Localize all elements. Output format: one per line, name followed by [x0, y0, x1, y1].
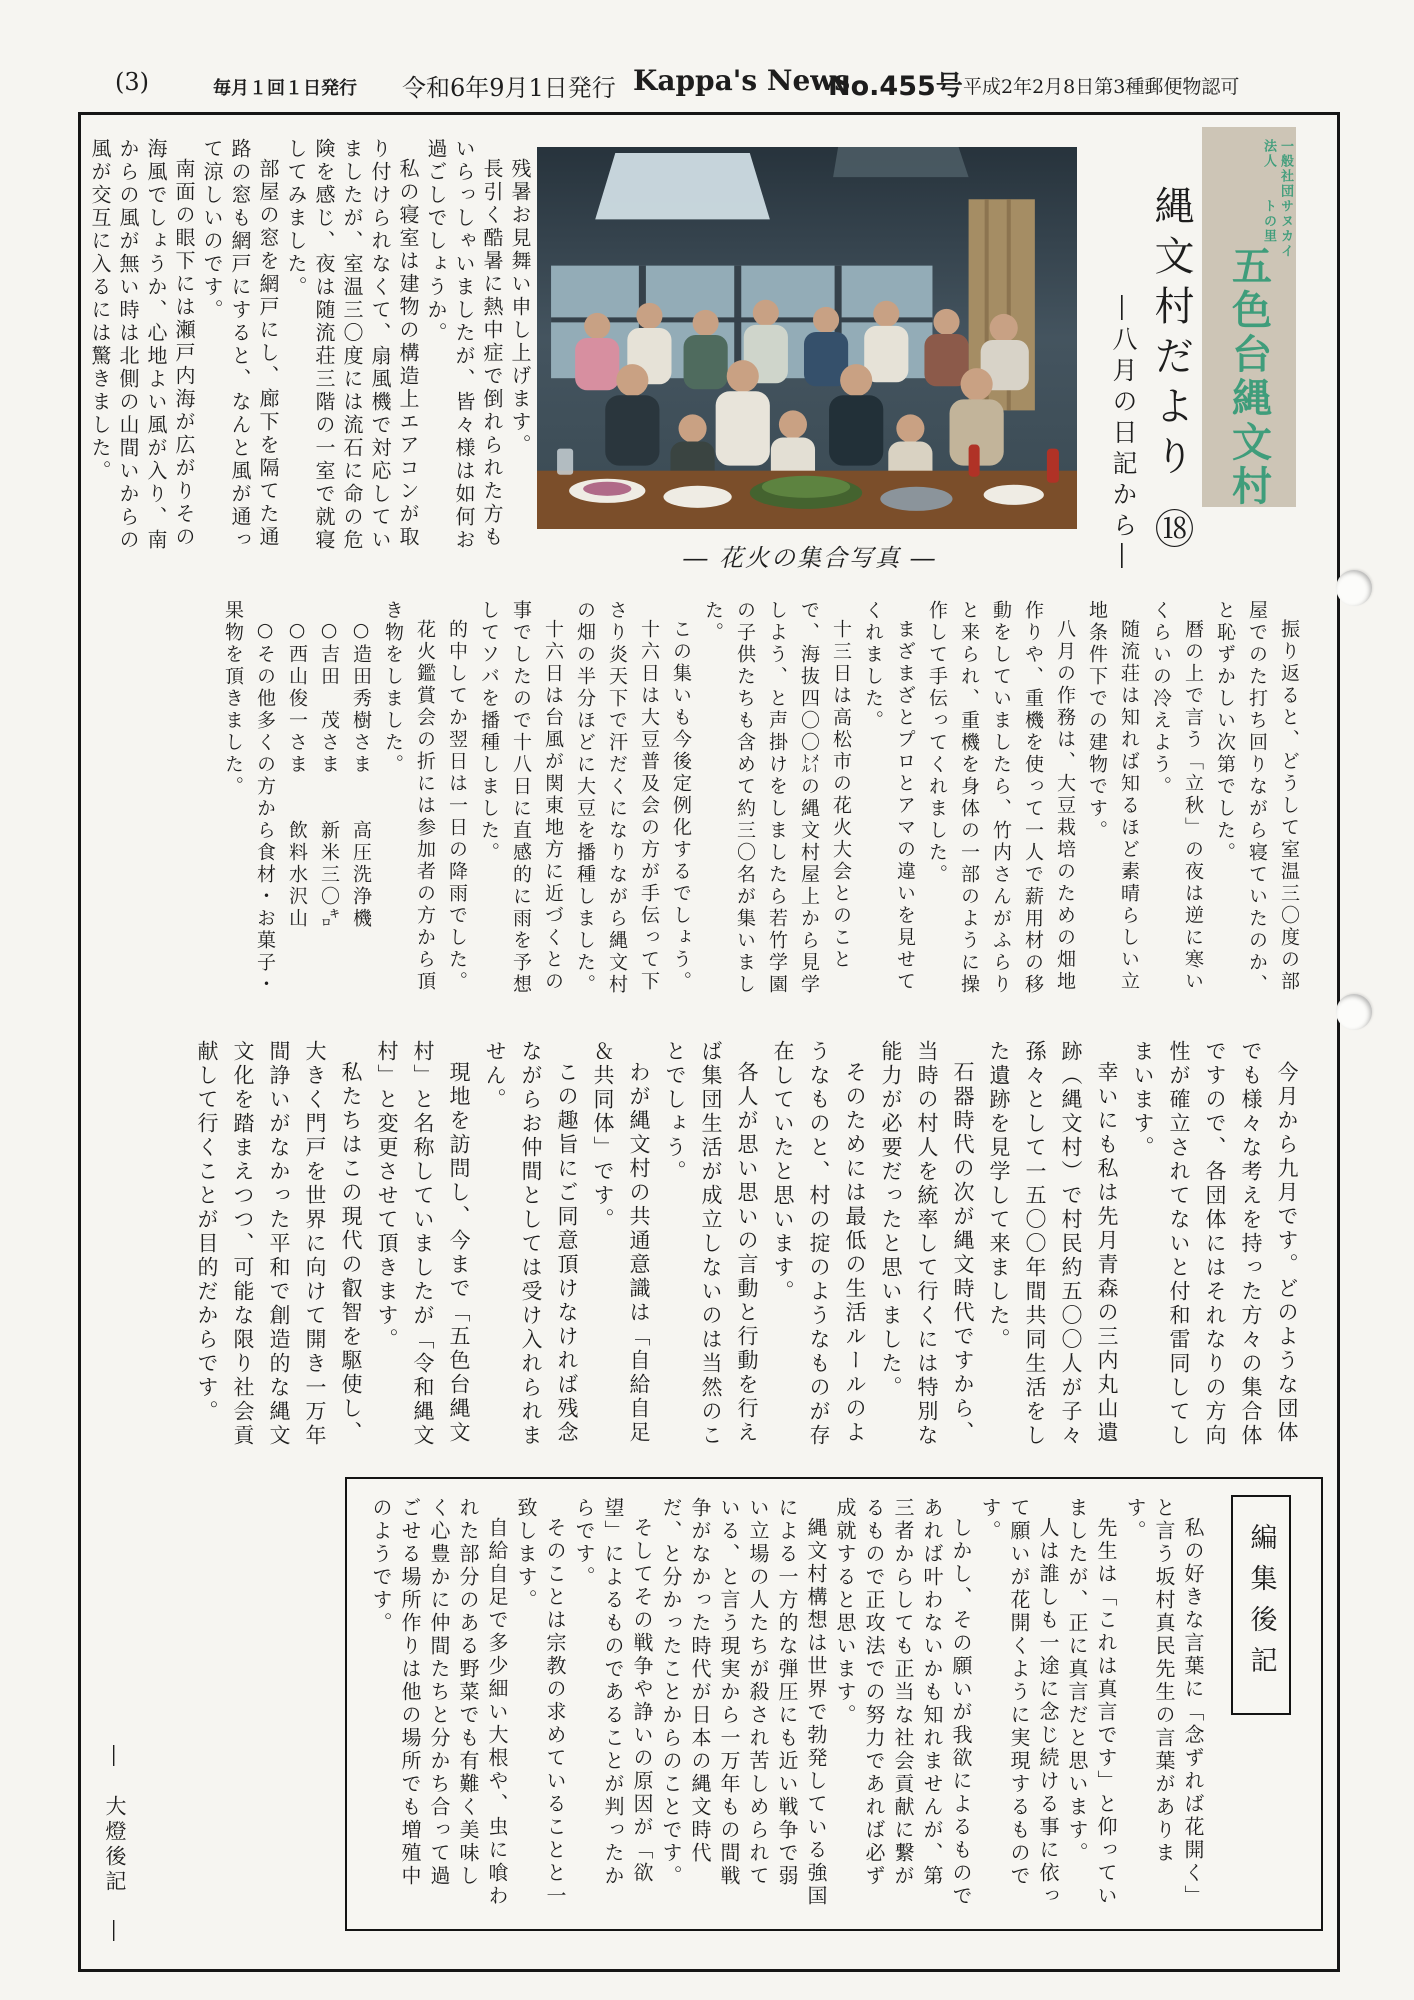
paragraph: そのことは宗教の求めていることと一致します。: [514, 1497, 567, 1908]
paragraph: 縄文村構想は世界で勃発している強国による一方的な弾圧にも近い戦争で弱い立場の人たちが殺され苦しめられている、と言う現実から一万年もの間戦争がなかった時代が日本の縄文時代だ、と分かったことからのことです。: [659, 1497, 828, 1908]
paragraph: 八月の作務は、大豆栽培のための畑地作りや、重機を使って一人で薪用材の移動をしていましたら、竹内さんがふらりと来られ、重機を身体の一部のように操作して手伝ってくれました。: [926, 600, 1076, 996]
editor-note-box: [345, 1477, 1323, 1931]
paragraph: 部屋の窓を網戸にし、廊下を隔てた通路の窓も網戸にすると、なんと風が通って涼しいのです。: [200, 138, 280, 552]
paragraph: ○吉田 茂さま 新米三〇㌔: [318, 619, 340, 930]
editor-note-title: 編集後記: [1231, 1495, 1291, 1715]
page-number: (3): [115, 68, 149, 96]
paragraph: 私の好きな言葉に「念ずれば花開く」と言う坂村真民先生の言葉があります。: [1123, 1497, 1205, 1908]
issue-number: No.455号: [828, 71, 963, 102]
publication-date: 令和6年9月1日発行: [402, 74, 616, 102]
paragraph: 石器時代の次が縄文時代ですから、当時の村人を統率して行くには特別な能力が必要だったと思いました。: [879, 1040, 975, 1448]
paragraph: 幸いにも私は先月青森の三内丸山遺跡（縄文村）で村民約五〇〇人が子々孫々として一五〇〇年間共同生活をした遺跡を見学して来ました。: [987, 1040, 1119, 1448]
org-name: 五色台縄文村: [1225, 245, 1272, 509]
paragraph: 人は誰しも一途に念じ続ける事に依って願いが花開くように実現するものです。: [978, 1497, 1060, 1908]
paragraph: 南面の眼下には瀬戸内海が広がりその海風でしょうか、心地よい風が入り、南からの風が無い時は北側の山間いからの風が交互に入るには驚きました。: [88, 138, 196, 552]
paragraph: 自給自足で多少細い大根や、虫に喰われた部分のある野菜でも有難く美味しく心豊かに仲間たちと分かち合って過ごせる場所作りは他の場所でも増殖中のようです。: [369, 1497, 509, 1908]
village-section: [133, 1040, 1305, 1465]
paragraph: わが縄文村の共通意識は「自給自足＆共同体」です。: [591, 1040, 651, 1445]
group-photo: [537, 147, 1077, 529]
paragraph: 十六日は台風が関東地方に近づくとの事でしたので十八日に直感的に雨を予想してソバを播種しました。: [478, 600, 564, 996]
paragraph: そのためには最低の生活ルールのようなものと、村の掟のようなものが存在していたと思います。: [771, 1040, 867, 1448]
paragraph: 花火鑑賞会の折には参加者の方から頂き物をしました。: [382, 600, 436, 993]
paragraph: 私たちはこの現代の叡智を駆使し、大きく門戸を世界に向けて開き一万年間諍いがなかった平和で創造的な縄文文化を踏まえつつ、可能な限り社会貢献して行くことが目的だからです。: [195, 1040, 363, 1448]
paragraph: この趣旨にご同意頂けなければ残念ながらお仲間としては受け入れられません。: [483, 1040, 579, 1448]
newsletter-name: Kappa's News: [633, 64, 851, 97]
paragraph: ○西山俊一さま 飲料水沢山: [286, 619, 308, 930]
paragraph: 残暑お見舞い申し上げます。: [508, 158, 532, 457]
author-signature: ― 大燈後記 ―: [103, 1745, 127, 1945]
paragraph: 先生は「これは真言です」と仰っていましたが、正に真言だと思います。: [1065, 1497, 1118, 1908]
postal-approval: 平成2年2月8日第3種郵便物認可: [963, 76, 1240, 98]
group-photo-illustration: [537, 147, 1077, 529]
photo-caption: ― 花火の集合写真 ―: [683, 544, 937, 572]
editor-note-body: [359, 1497, 1207, 1909]
paragraph: しかし、その願いが我欲によるものであれば叶わないかも知れませんが、第三者からしても正当な社会貢献に繋がるもので正攻法での努力であれば必ず成就すると思います。: [833, 1497, 973, 1908]
org-type: 一般社団法人: [1261, 139, 1293, 199]
punch-hole: [1336, 570, 1372, 606]
issue-frequency: 毎月１回１日発行: [213, 78, 357, 99]
paragraph: 十三日は高松市の花火大会とのことで、海抜四〇〇㍍の縄文村屋上から見学しよう、と声掛けをしましたら若竹学園の子供たちも含めて約三〇名が集いました。: [702, 600, 852, 996]
paragraph: 今月から九月です。どのような団体でも様々な考えを持った方々の集合体ですので、各団体にはそれなりの方向性が確立されてないと付和雷同してしまいます。: [1131, 1040, 1299, 1448]
article-title: 縄文村だより ⑱: [1148, 185, 1194, 558]
paragraph: ○その他多くの方から食材・お菓子・果物を頂きました。: [222, 600, 276, 996]
article-subtitle: ―八月の日記から―: [1109, 295, 1138, 574]
paragraph: 振り返ると、どうして室温三〇度の部屋でのた打ち回りながら寝ていたのか、と恥ずかしい次第でした。: [1214, 600, 1300, 996]
punch-hole: [1336, 994, 1372, 1030]
paragraph: 各人が思い思いの言動と行動を行えば集団生活が成立しないのは当然のことでしょう。: [663, 1040, 759, 1448]
org-banner: [1202, 127, 1296, 507]
diary-section: [95, 600, 1305, 1000]
paragraph: 現地を訪問し、今まで「五色台縄文村」と名称していましたが「令和縄文村」と変更させて頂きます。: [375, 1040, 471, 1448]
paragraph: まざまざとプロとアマの違いを見せてくれました。: [862, 600, 916, 993]
paragraph: 十六日は大豆普及会の方が手伝って下さり炎天下で汗だくになりながら縄文村の畑の半分ほどに大豆を播種しました。: [574, 600, 660, 996]
intro-section: [84, 138, 534, 568]
paragraph: 随流荘は知れば知るほど素晴らしい立地条件下での建物です。: [1086, 600, 1140, 993]
paragraph: この集いも今後定例化するでしょう。: [670, 619, 692, 993]
paragraph: 暦の上で言う「立秋」の夜は逆に寒いくらいの冷えよう。: [1150, 600, 1204, 993]
org-subtitle: サヌカイトの里: [1261, 199, 1293, 259]
paragraph: 私の寝室は建物の構造上エアコンが取り付けられなくて、扇風機で対応していましたが、室温三〇度には流石に命の危険を感じ、夜は随流荘三階の一室で就寝してみました。: [284, 138, 420, 552]
paragraph: 長引く酷暑に熱中症で倒れられた方もいらっしゃいましたが、皆々様は如何お過ごしでしょうか。: [424, 138, 504, 552]
paragraph: ○造田秀樹さま 高圧洗浄機: [350, 619, 372, 930]
paragraph: そしてその戦争や諍いの原因が「欲望」によるものであることが判ったからです。: [572, 1497, 654, 1888]
paragraph: 的中してか翌日は一日の降雨でした。: [446, 619, 468, 993]
